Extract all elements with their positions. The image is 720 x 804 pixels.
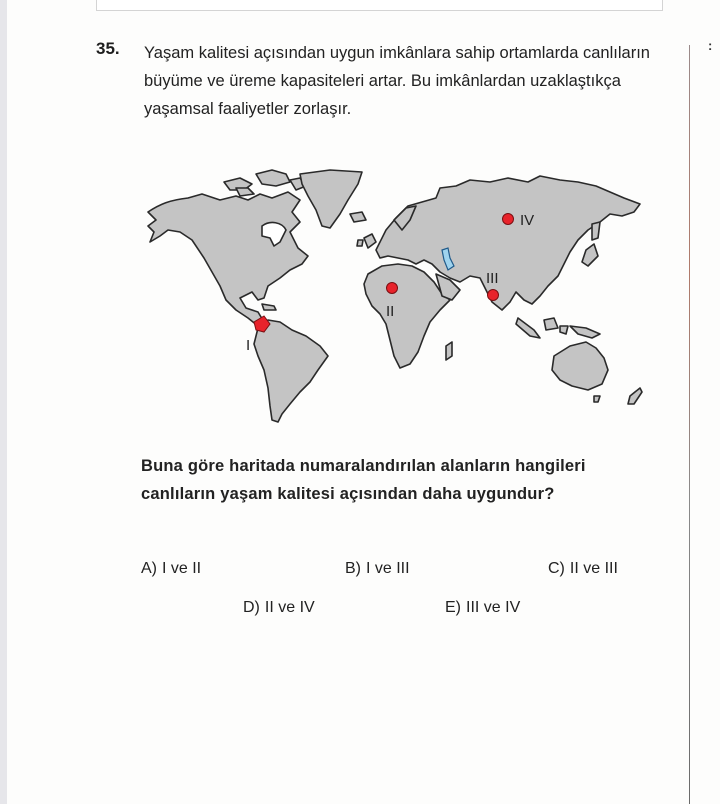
option-a-letter: A) (141, 560, 157, 577)
previous-question-box (96, 0, 663, 11)
column-divider (689, 45, 690, 804)
option-a[interactable] (141, 560, 201, 578)
marker-label-I: I (246, 337, 251, 354)
option-a-text: I ve II (162, 560, 202, 577)
marker-III (486, 270, 499, 301)
question-prompt: Buna göre haritada numaralandırılan alanların hangileri canlıların yaşam kalitesi açısından daha uygundur? (141, 457, 586, 503)
south-america (254, 320, 328, 422)
marker-label-II: II (386, 303, 395, 320)
australia (552, 342, 608, 390)
marker-label-III: III (486, 270, 499, 287)
option-d[interactable] (243, 599, 315, 617)
option-e-letter: E) (445, 599, 461, 616)
option-c[interactable] (548, 560, 618, 578)
question-stem: Yaşam kalitesi açısından uygun imkânlara sahip ortamlarda canlıların büyüme ve üreme kapasiteleri artar. Bu imkânlardan uzaklaştıkça yaşamsal faaliyetler zorlaşır. (144, 44, 650, 118)
option-c-letter: C) (548, 560, 565, 577)
option-b[interactable] (345, 560, 410, 578)
option-b-letter: B) (345, 560, 361, 577)
option-e-text: III ve IV (466, 599, 521, 616)
question-number: 35. (96, 39, 120, 58)
option-c-text: II ve III (569, 560, 618, 577)
marker-label-IV: IV (520, 212, 535, 229)
north-america (148, 192, 308, 326)
page-left-edge (0, 0, 7, 804)
option-d-text: II ve IV (264, 599, 315, 616)
world-map (140, 160, 660, 430)
side-mark: : (708, 38, 713, 53)
option-b-text: I ve III (366, 560, 410, 577)
option-d-letter: D) (243, 599, 260, 616)
option-e[interactable] (445, 599, 520, 617)
